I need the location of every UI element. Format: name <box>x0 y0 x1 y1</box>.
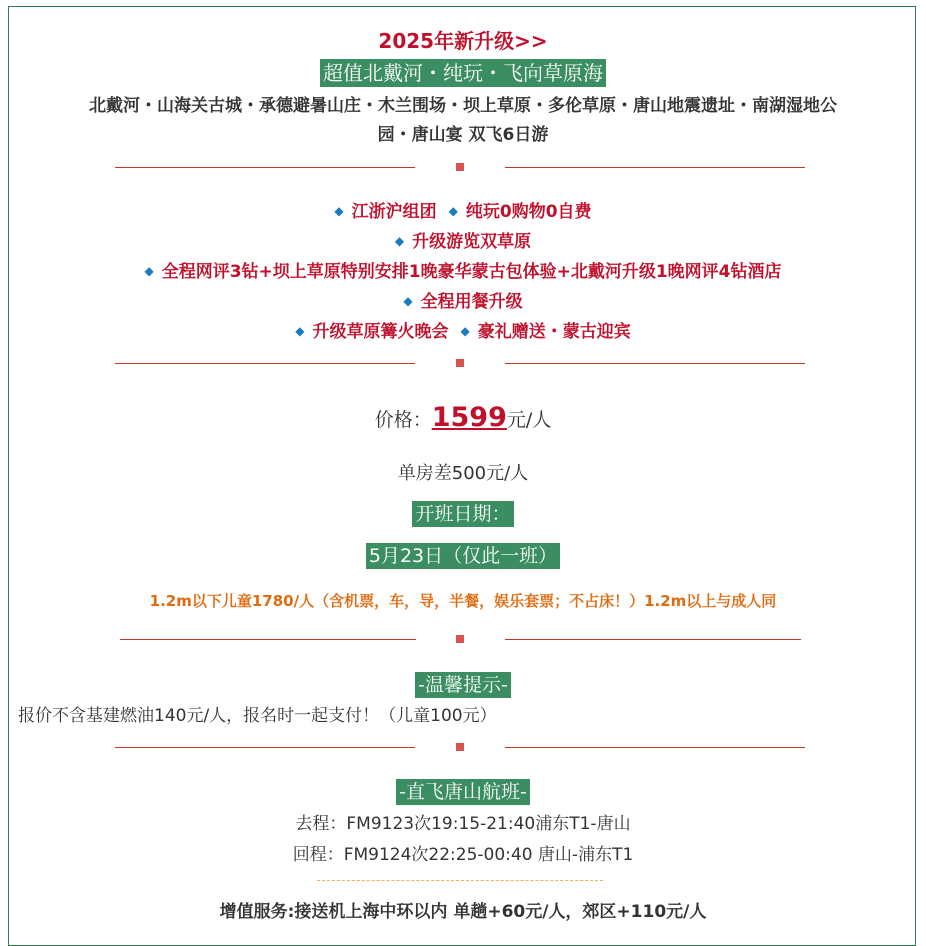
feature-item: 全程用餐升级 <box>420 292 523 312</box>
schedule-title-banner <box>0 499 926 526</box>
price-amount: 1599 <box>431 402 507 433</box>
feature-row-1 <box>0 197 926 222</box>
feature-item: 豪礼赠送・蒙古迎宾 <box>477 322 631 342</box>
price-label: 价格： <box>374 409 432 431</box>
route-line-1: 北戴河・山海关古城・承德避暑山庄・木兰围场・坝上草原・多伦草原・唐山地震遗址・南湖湿地公 <box>89 96 837 116</box>
tips-title-banner <box>0 670 926 697</box>
feature-item: 升级草原篝火晚会 <box>312 322 449 342</box>
feature-item: 江浙沪组团 <box>351 202 437 222</box>
diamond-icon: ◆ <box>460 324 470 338</box>
diamond-icon: ◆ <box>394 234 405 248</box>
flight-return: 回程：FM9124次22:25-00:40 唐山-浦东T1 <box>292 845 634 865</box>
diamond-icon: ◆ <box>295 324 305 338</box>
section-divider <box>0 162 926 174</box>
single-room-supplement: 单房差500元/人 <box>397 463 529 484</box>
dashed-separator <box>317 880 603 881</box>
diamond-icon: ◆ <box>403 294 413 308</box>
feature-item: 纯玩0购物0自费 <box>465 202 592 222</box>
feature-row-5 <box>0 317 926 342</box>
subtitle-banner <box>0 57 926 86</box>
tips-text: 报价不含基建燃油140元/人，报名时一起支付！（儿童100元） <box>18 706 497 726</box>
flights-title-banner <box>0 777 926 804</box>
feature-item: 升级游览双草原 <box>412 232 532 252</box>
price-unit: 元/人 <box>506 409 552 431</box>
section-divider <box>0 742 926 754</box>
upgrade-heading: 2025年新升级>> <box>378 29 548 53</box>
section-divider <box>0 358 926 370</box>
schedule-title: 开班日期： <box>412 501 513 527</box>
price-line <box>0 402 926 433</box>
diamond-icon: ◆ <box>334 204 344 218</box>
schedule-date-banner <box>0 541 926 568</box>
feature-row-4 <box>0 287 926 312</box>
feature-row-2 <box>0 227 926 252</box>
diamond-icon: ◆ <box>144 264 154 278</box>
feature-row-3 <box>0 257 926 282</box>
child-price-note: 1.2m以下儿童1780/人（含机票，车，导，半餐，娱乐套票；不占床！）1.2m以上与成人同 <box>149 592 777 610</box>
flights-title: -直飞唐山航班- <box>396 779 530 805</box>
feature-item: 全程网评3钻+坝上草原特别安排1晚豪华蒙古包体验+北戴河升级1晚网评4钻酒店 <box>161 262 782 282</box>
subtitle-text: 超值北戴河・纯玩・飞向草原海 <box>320 59 606 87</box>
flight-outbound: 去程：FM9123次19:15-21:40浦东T1-唐山 <box>295 814 631 834</box>
diamond-icon: ◆ <box>448 204 458 218</box>
tips-title: -温馨提示- <box>415 672 511 698</box>
schedule-date: 5月23日（仅此一班） <box>366 543 560 569</box>
value-added-service: 增值服务:接送机上海中环以内 单趟+60元/人，郊区+110元/人 <box>219 902 707 922</box>
route-line-2: 园・唐山宴 双飞6日游 <box>377 125 549 145</box>
section-divider <box>0 634 926 646</box>
